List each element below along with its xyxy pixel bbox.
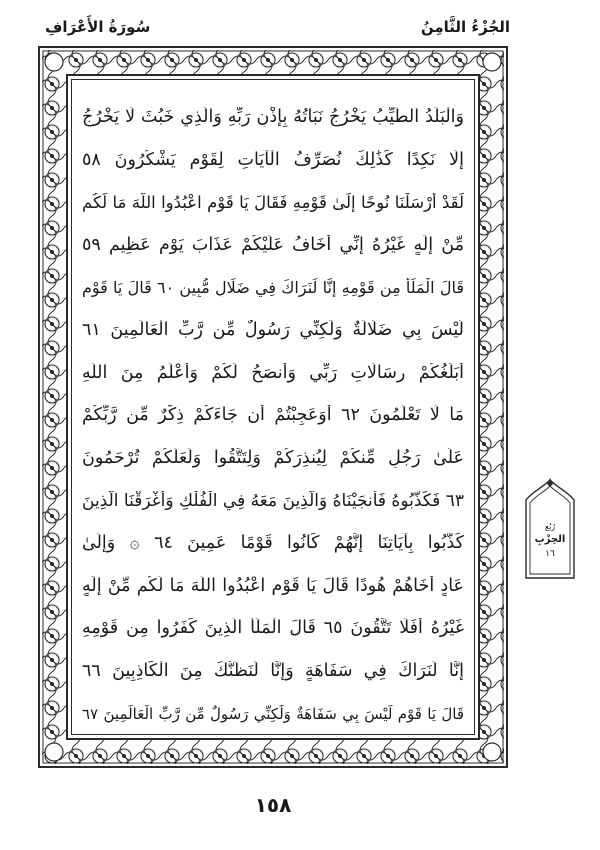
verse-line xyxy=(82,479,464,522)
verse-line-text: لَيْسَ بِي ضَلَالَةٌ وَلَٰكِنِّي رَسُولٌ مِّن رَّبِّ الْعَالَمِينَ ٦١ xyxy=(82,320,464,341)
verse-line-text: إِنَّا لَنَرَاكَ فِي سَفَاهَةٍ وَإِنَّا لَنَظُنُّكَ مِنَ الْكَاذِبِينَ ٦٦ xyxy=(82,661,464,682)
verse-line-text: عَلَىٰ رَجُلٍ مِّنكُمْ لِيُنذِرَكُمْ وَلِتَتَّقُوا وَلَعَلَّكُمْ تُرْحَمُونَ xyxy=(82,448,464,469)
verse-line-text: أُبَلِّغُكُمْ رِسَالَاتِ رَبِّي وَأَنصَحُ لَكُمْ وَأَعْلَمُ مِنَ اللَّهِ xyxy=(82,362,464,383)
verse-line xyxy=(82,309,464,352)
hizb-medallion-icon xyxy=(520,478,580,588)
verse-line-text: وَالْبَلَدُ الطَّيِّبُ يَخْرُجُ نَبَاتُهُ بِإِذْنِ رَبِّهِ وَالَّذِي خَبُثَ لَا يَخْرُجُ xyxy=(82,107,464,128)
verse-line xyxy=(82,352,464,395)
page-number: ١٥٨ xyxy=(254,793,292,817)
verse-line-text: مِّنْ إِلَٰهٍ غَيْرُهُ إِنِّي أَخَافُ عَلَيْكُمْ عَذَابَ يَوْمٍ عَظِيمٍ ٥٩ xyxy=(82,235,464,256)
verse-line-text: عَادٍ أَخَاهُمْ هُودًا قَالَ يَا قَوْمِ اعْبُدُوا اللَّهَ مَا لَكُم مِّنْ إِلَٰهٍ xyxy=(82,575,464,596)
page-frame xyxy=(38,46,508,768)
text-frame xyxy=(66,74,480,740)
verse-line xyxy=(82,266,464,309)
hizb-label-quarter: رُبُع xyxy=(544,522,556,531)
verse-text-block xyxy=(82,96,464,722)
juz-title: الجُزْءُ الثَّامِنُ xyxy=(420,18,510,36)
verse-line-text: لَقَدْ أَرْسَلْنَا نُوحًا إِلَىٰ قَوْمِهِ فَقَالَ يَا قَوْمِ اعْبُدُوا اللَّهَ مَا لَكُم xyxy=(82,192,464,212)
hizb-number: ١٦ xyxy=(545,549,555,559)
verse-line-text: كَذَّبُوا بِآيَاتِنَا إِنَّهُمْ كَانُوا قَوْمًا عَمِينَ ٦٤ ۞ وَإِلَىٰ xyxy=(82,533,464,554)
verse-line xyxy=(82,437,464,480)
verse-line xyxy=(82,607,464,650)
verse-line-text: قَالَ الْمَلَأُ مِن قَوْمِهِ إِنَّا لَنَرَاكَ فِي ضَلَالٍ مُّبِينٍ ٦٠ قَالَ يَا قَوْمِ xyxy=(82,278,464,298)
verse-line-text: مَا لَا تَعْلَمُونَ ٦٢ أَوَعَجِبْتُمْ أَن جَاءَكُمْ ذِكْرٌ مِّن رَّبِّكُمْ xyxy=(82,405,464,426)
verse-line xyxy=(82,565,464,608)
hizb-label: الحِزْبِ xyxy=(534,534,566,545)
verse-line xyxy=(82,139,464,182)
verse-line xyxy=(82,96,464,139)
verse-line xyxy=(82,692,464,735)
verse-line xyxy=(82,522,464,565)
verse-line xyxy=(82,650,464,693)
verse-line-text: ٦٣ فَكَذَّبُوهُ فَأَنجَيْنَاهُ وَالَّذِينَ مَعَهُ فِي الْفُلْكِ وَأَغْرَقْنَا الَّذِينَ xyxy=(82,490,464,511)
verse-line xyxy=(82,394,464,437)
surah-title: سُورَةُ الأَعْرَافِ xyxy=(45,18,151,36)
verse-line xyxy=(82,224,464,267)
hizb-quarter-marker xyxy=(520,478,580,588)
verse-line-text: إِلَّا نَكِدًا كَذَٰلِكَ نُصَرِّفُ الْآيَاتِ لِقَوْمٍ يَشْكُرُونَ ٥٨ xyxy=(82,149,464,170)
verse-line-text: قَالَ يَا قَوْمِ لَيْسَ بِي سَفَاهَةٌ وَلَٰكِنِّي رَسُولٌ مِّن رَّبِّ الْعَالَمِينَ ٦٧ xyxy=(82,704,464,723)
verse-line xyxy=(82,181,464,224)
verse-line-text: غَيْرُهُ أَفَلَا تَتَّقُونَ ٦٥ قَالَ الْمَلَأُ الَّذِينَ كَفَرُوا مِن قَوْمِهِ xyxy=(82,618,464,639)
